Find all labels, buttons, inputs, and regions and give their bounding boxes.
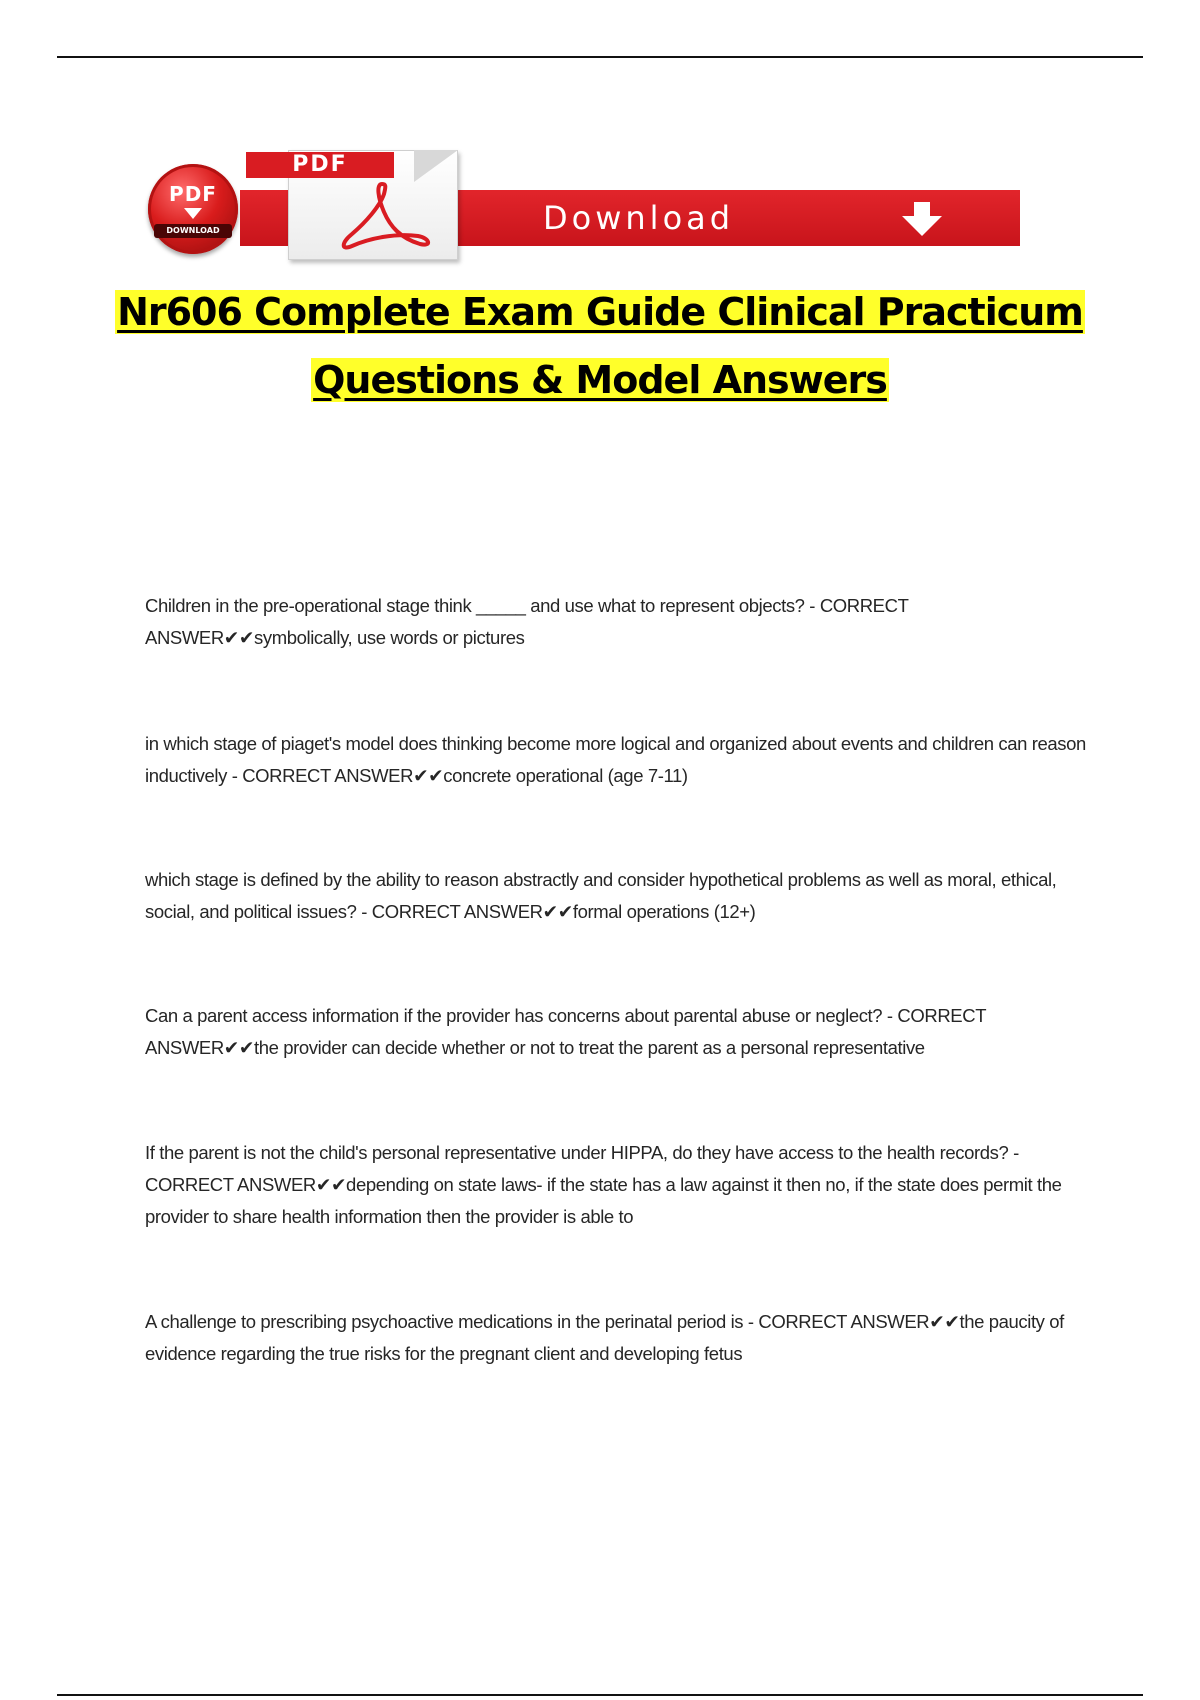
pdf-download-banner[interactable]: [148, 148, 1020, 260]
title-line-2: Questions & Model Answers: [313, 358, 887, 402]
pdf-download-seal-icon: [148, 164, 238, 254]
qa-item-3: which stage is defined by the ability to reason abstractly and consider hypothetical problems as well as moral, ethical, social, and political issues? - CORRECT ANSWER✔✔formal operations (12+): [145, 869, 1057, 922]
download-arrow-icon: [900, 202, 944, 238]
qa-item-5: If the parent is not the child's personal representative under HIPPA, do they have access to the health records? - CORRECT ANSWER✔✔depending on state laws- if the state has a law against it then no, if the state does permit the provider to share health information then the provider is able to: [145, 1142, 1062, 1227]
download-label: Download: [543, 199, 735, 237]
top-rule: [57, 56, 1143, 58]
document-title: [0, 278, 1200, 414]
acrobat-logo-icon: [336, 178, 436, 254]
seal-band-label: DOWNLOAD: [154, 224, 232, 238]
qa-item-6: A challenge to prescribing psychoactive medications in the perinatal period is - CORRECT ANSWER✔✔the paucity of evidence regarding the true risks for the pregnant client and developing fetus: [145, 1311, 1064, 1364]
seal-arrow-icon: [184, 208, 202, 219]
seal-label: PDF: [169, 182, 217, 206]
title-line-1: Nr606 Complete Exam Guide Clinical Practicum: [117, 290, 1083, 334]
qa-item-1: Children in the pre-operational stage think _____ and use what to represent objects? - CORRECT ANSWER✔✔symbolically, use words or pictures: [145, 595, 909, 648]
qa-item-4: Can a parent access information if the provider has concerns about parental abuse or neglect? - CORRECT ANSWER✔✔the provider can decide whether or not to treat the parent as a personal representative: [145, 1005, 986, 1058]
pdf-label: PDF: [246, 152, 394, 178]
qa-item-2: in which stage of piaget's model does thinking become more logical and organized about events and children can reason inductively - CORRECT ANSWER✔✔concrete operational (age 7-11): [145, 733, 1086, 786]
bottom-rule: [57, 1694, 1143, 1696]
